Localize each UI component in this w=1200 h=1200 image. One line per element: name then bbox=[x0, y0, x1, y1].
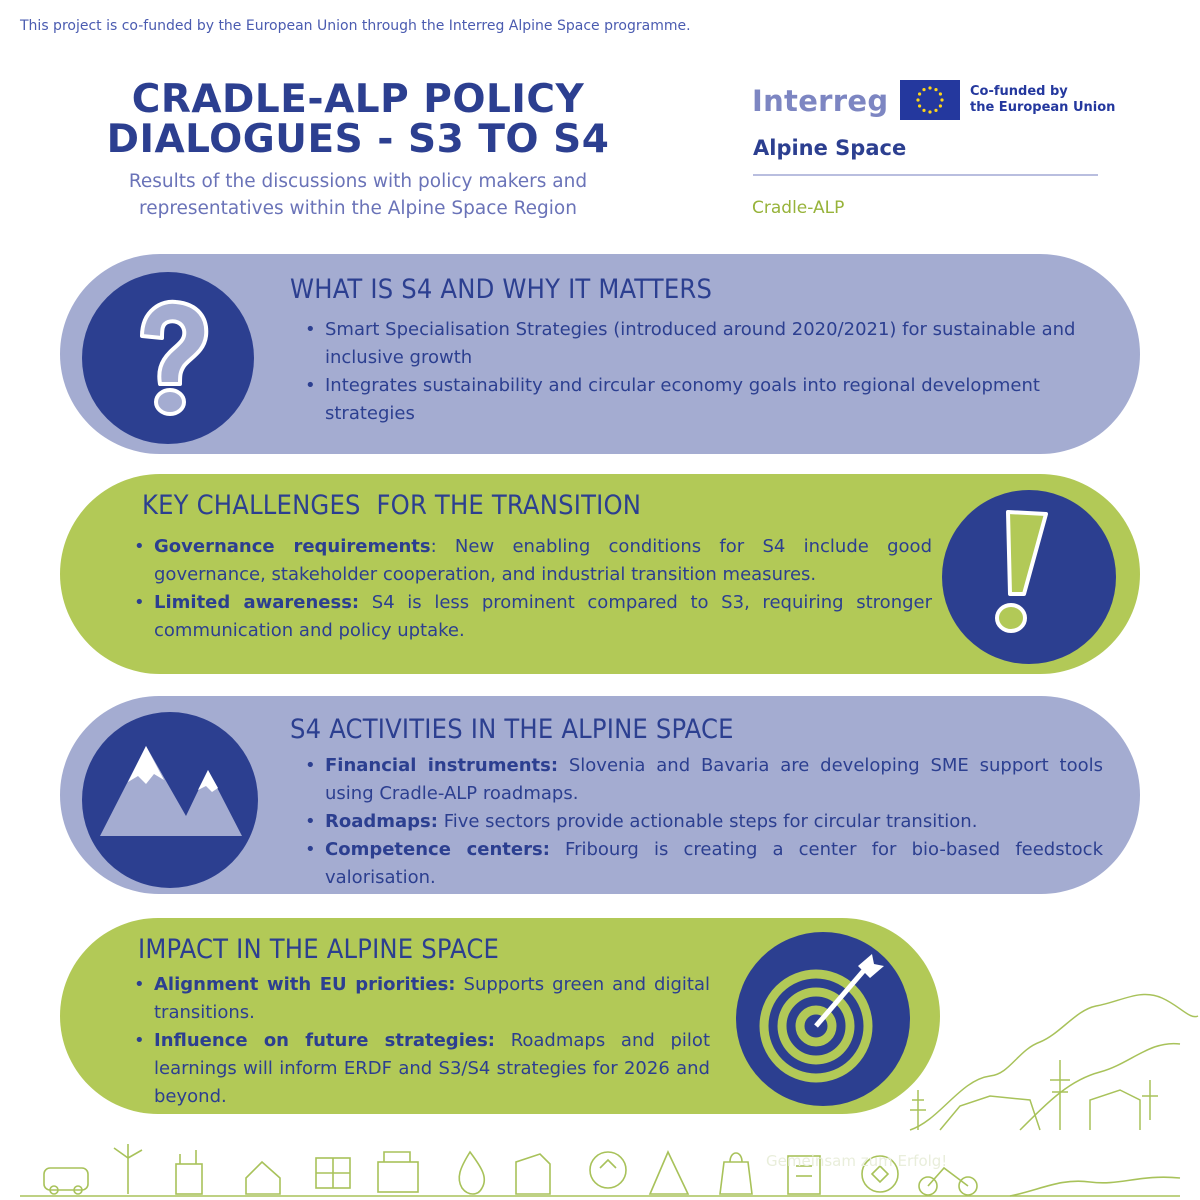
list-item: • Integrates sustainability and circular economy goals into regional development strategies bbox=[325, 372, 1105, 428]
list-item bbox=[154, 533, 932, 589]
project-name: Cradle-ALP bbox=[752, 198, 845, 218]
bullet-heading: Influence on future strategies: bbox=[154, 1030, 495, 1051]
bullet-text: Fribourg is creating a center for bio-based feedstock valorisation. bbox=[325, 839, 1103, 888]
section-title-key-challenges: KEY CHALLENGES FOR THE TRANSITION bbox=[142, 490, 642, 521]
eu-cofunded-line-2: the European Union bbox=[970, 100, 1116, 115]
page-subtitle bbox=[88, 168, 628, 222]
list-item bbox=[325, 836, 1103, 892]
page-title-line-2: DIALOGUES - S3 TO S4 bbox=[106, 117, 610, 162]
section-bullets-what-is-s4 bbox=[325, 316, 1105, 428]
section-title-impact: IMPACT IN THE ALPINE SPACE bbox=[138, 934, 500, 965]
bullet-text: Slovenia and Bavaria are developing SME support tools using Cradle-ALP roadmaps. bbox=[325, 755, 1104, 804]
mountains-icon bbox=[82, 712, 258, 888]
bullet-text: Supports green and digital transitions. bbox=[154, 974, 711, 1023]
footer-icon-strip bbox=[0, 1138, 1200, 1200]
logo-divider bbox=[753, 174, 1098, 176]
footer-watermark: Gemeinsam zum Erfolg! bbox=[766, 1152, 948, 1170]
eu-flag-icon bbox=[900, 80, 960, 120]
alpine-space-label: Alpine Space bbox=[753, 136, 907, 160]
bullet-heading: Roadmaps: bbox=[325, 811, 438, 832]
target-circle bbox=[736, 932, 910, 1106]
question-circle bbox=[82, 272, 254, 444]
list-item bbox=[154, 971, 710, 1027]
bullet-text: Five sectors provide actionable steps for circular transition. bbox=[437, 811, 978, 832]
bullet-heading: Limited awareness: bbox=[154, 592, 360, 613]
exclamation-circle bbox=[942, 490, 1116, 664]
target-arrow-icon bbox=[736, 932, 910, 1106]
section-title-s4-activities: S4 ACTIVITIES IN THE ALPINE SPACE bbox=[290, 714, 734, 745]
eu-cofunded-label bbox=[970, 84, 1120, 116]
section-bullets-impact bbox=[154, 971, 710, 1111]
section-title-what-is-s4: WHAT IS S4 AND WHY IT MATTERS bbox=[290, 274, 713, 305]
question-mark-icon bbox=[82, 272, 254, 444]
bullet-heading: Financial instruments: bbox=[325, 755, 559, 776]
bullet-text: S4 is less prominent compared to S3, requiring stronger communication and policy uptake. bbox=[154, 592, 933, 641]
page-subtitle-line-1: Results of the discussions with policy makers and bbox=[128, 171, 588, 192]
interreg-logo: Interreg bbox=[752, 84, 889, 118]
section-bullets-s4-activities bbox=[325, 752, 1103, 892]
funding-note: This project is co-funded by the European Union through the Interreg Alpine Space programme. bbox=[20, 18, 691, 34]
bullet-heading: Competence centers: bbox=[325, 839, 550, 860]
list-item bbox=[325, 808, 1103, 836]
bullet-heading: Governance requirements bbox=[154, 536, 431, 557]
bullet-text: : New enabling conditions for S4 include good governance, stakeholder cooperation, and industrial transition measures. bbox=[154, 536, 932, 585]
page-title-line-1: CRADLE-ALP POLICY bbox=[131, 77, 585, 122]
page-subtitle-line-2: representatives within the Alpine Space Region bbox=[139, 198, 577, 219]
list-item bbox=[154, 589, 932, 645]
bullet-text: Roadmaps and pilot learnings will inform ERDF and S3/S4 strategies for 2026 and beyond. bbox=[154, 1030, 710, 1107]
list-item bbox=[154, 1027, 710, 1111]
eu-cofunded-line-1: Co-funded by bbox=[970, 84, 1068, 99]
page-title bbox=[88, 77, 628, 162]
landscape-illustration bbox=[900, 980, 1200, 1140]
list-item: • Smart Specialisation Strategies (introduced around 2020/2021) for sustainable and inclusive growth bbox=[325, 316, 1105, 372]
mountains-circle bbox=[82, 712, 258, 888]
exclamation-mark-icon bbox=[942, 490, 1116, 664]
list-item bbox=[325, 752, 1103, 808]
section-bullets-key-challenges bbox=[154, 533, 932, 645]
bullet-heading: Alignment with EU priorities: bbox=[154, 974, 456, 995]
